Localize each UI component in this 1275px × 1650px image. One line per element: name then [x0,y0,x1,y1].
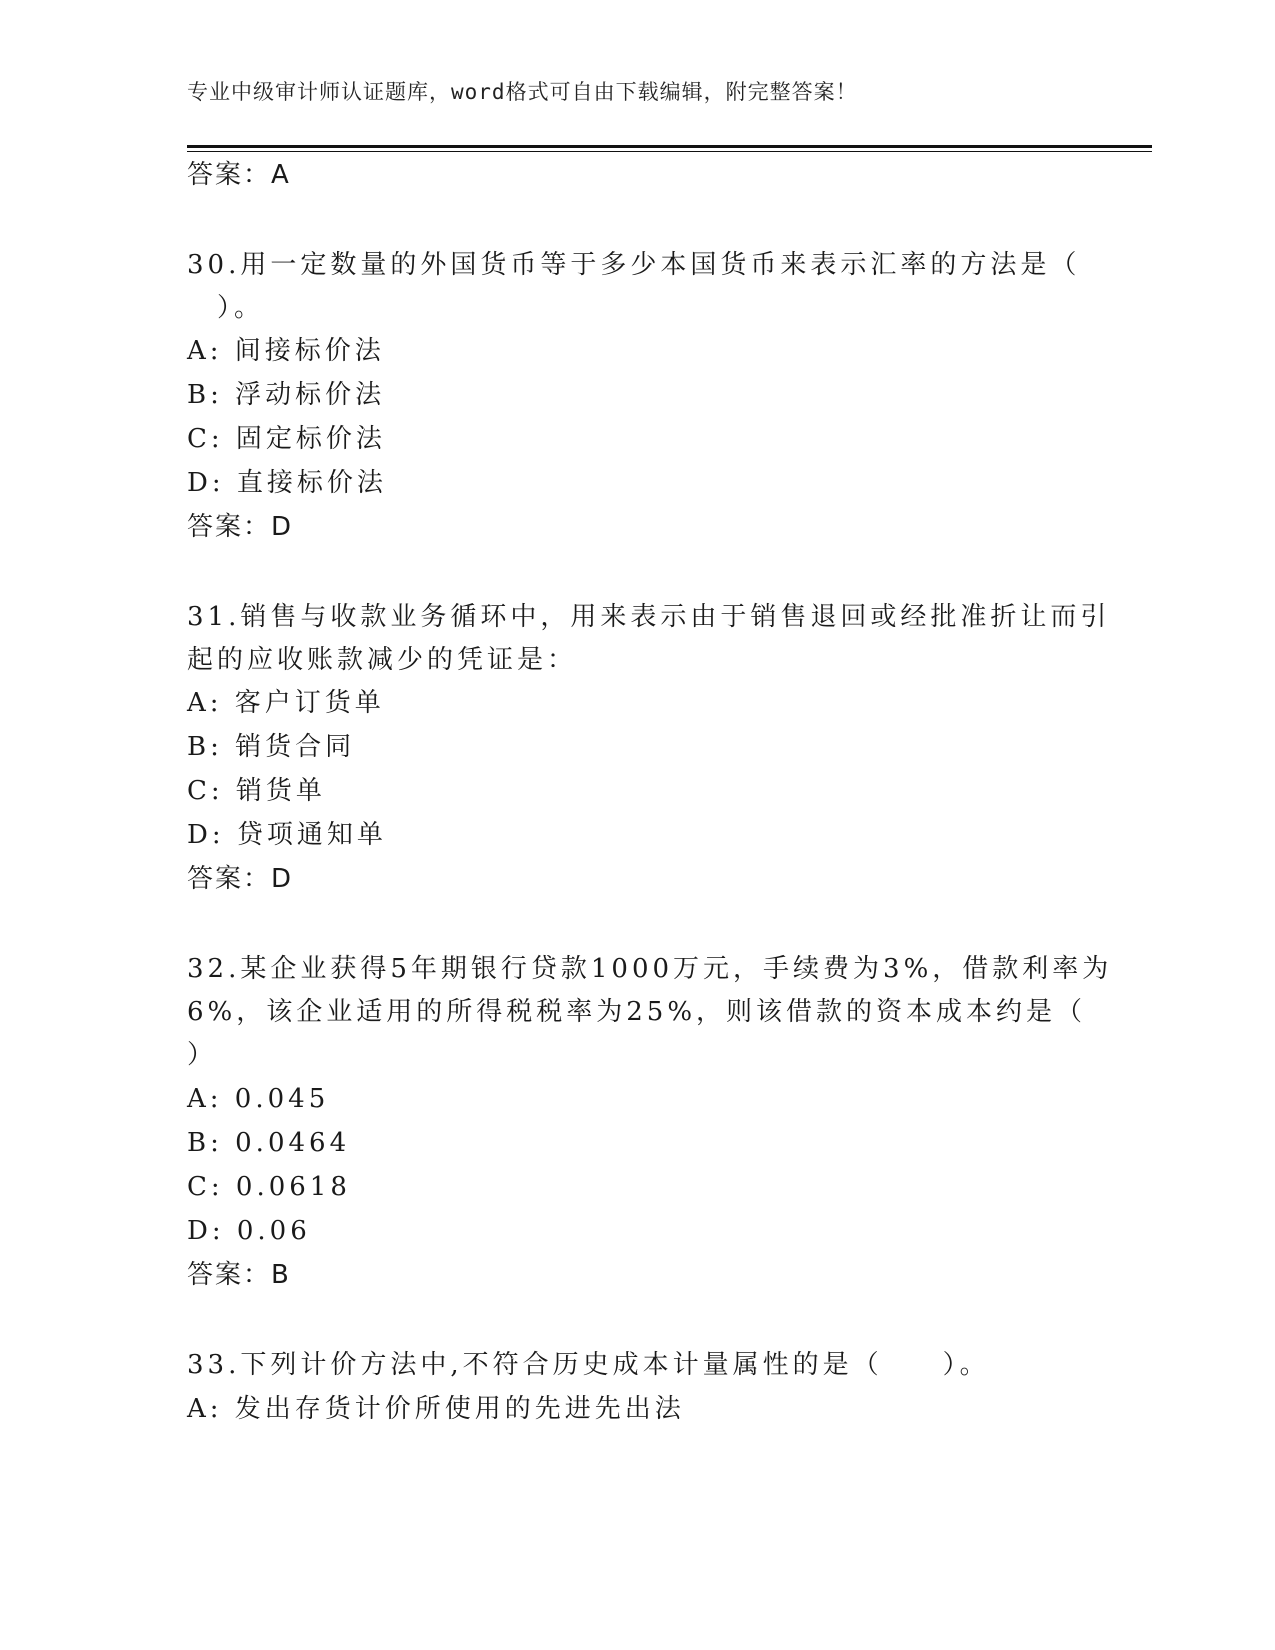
question-line: ）。 [187,293,265,323]
option-line: A: 客户订货单 [187,688,385,718]
question-line: 31.销售与收款业务循环中，用来表示由于销售退回或经批准折让而引 [187,602,1111,632]
page-header: 专业中级审计师认证题库，word格式可自由下载编辑，附完整答案！ [187,80,858,104]
option-line: C: 固定标价法 [187,424,386,454]
option-line: A: 0.045 [187,1084,330,1114]
header-rule-thick [187,145,1152,148]
question-line: 6%，该企业适用的所得税税率为25%，则该借款的资本成本约是（ [187,997,1087,1027]
answer-line: 答案：B [187,1260,291,1290]
question-line: ） [187,1040,218,1070]
option-line: B: 浮动标价法 [187,380,386,410]
option-line: B: 销货合同 [187,732,356,762]
option-line: D: 贷项通知单 [187,820,387,850]
option-line: A: 发出存货计价所使用的先进先出法 [187,1394,685,1424]
option-line: D: 0.06 [187,1216,311,1246]
option-line: D: 直接标价法 [187,468,387,498]
option-line: B: 0.0464 [187,1128,351,1158]
question-line: 起的应收账款减少的凭证是： [187,645,578,675]
option-line: A: 间接标价法 [187,336,385,366]
question-line: 30.用一定数量的外国货币等于多少本国货币来表示汇率的方法是（ [187,250,1081,280]
option-line: C: 0.0618 [187,1172,351,1202]
answer-line: 答案：A [187,160,291,190]
question-line: 32.某企业获得5年期银行贷款1000万元，手续费为3%，借款利率为 [187,954,1113,984]
option-line: C: 销货单 [187,776,326,806]
question-line: 33.下列计价方法中,不符合历史成本计量属性的是（ ）。 [187,1350,990,1380]
answer-line: 答案：D [187,512,294,542]
header-rule-thin [187,151,1152,152]
answer-line: 答案：D [187,864,294,894]
